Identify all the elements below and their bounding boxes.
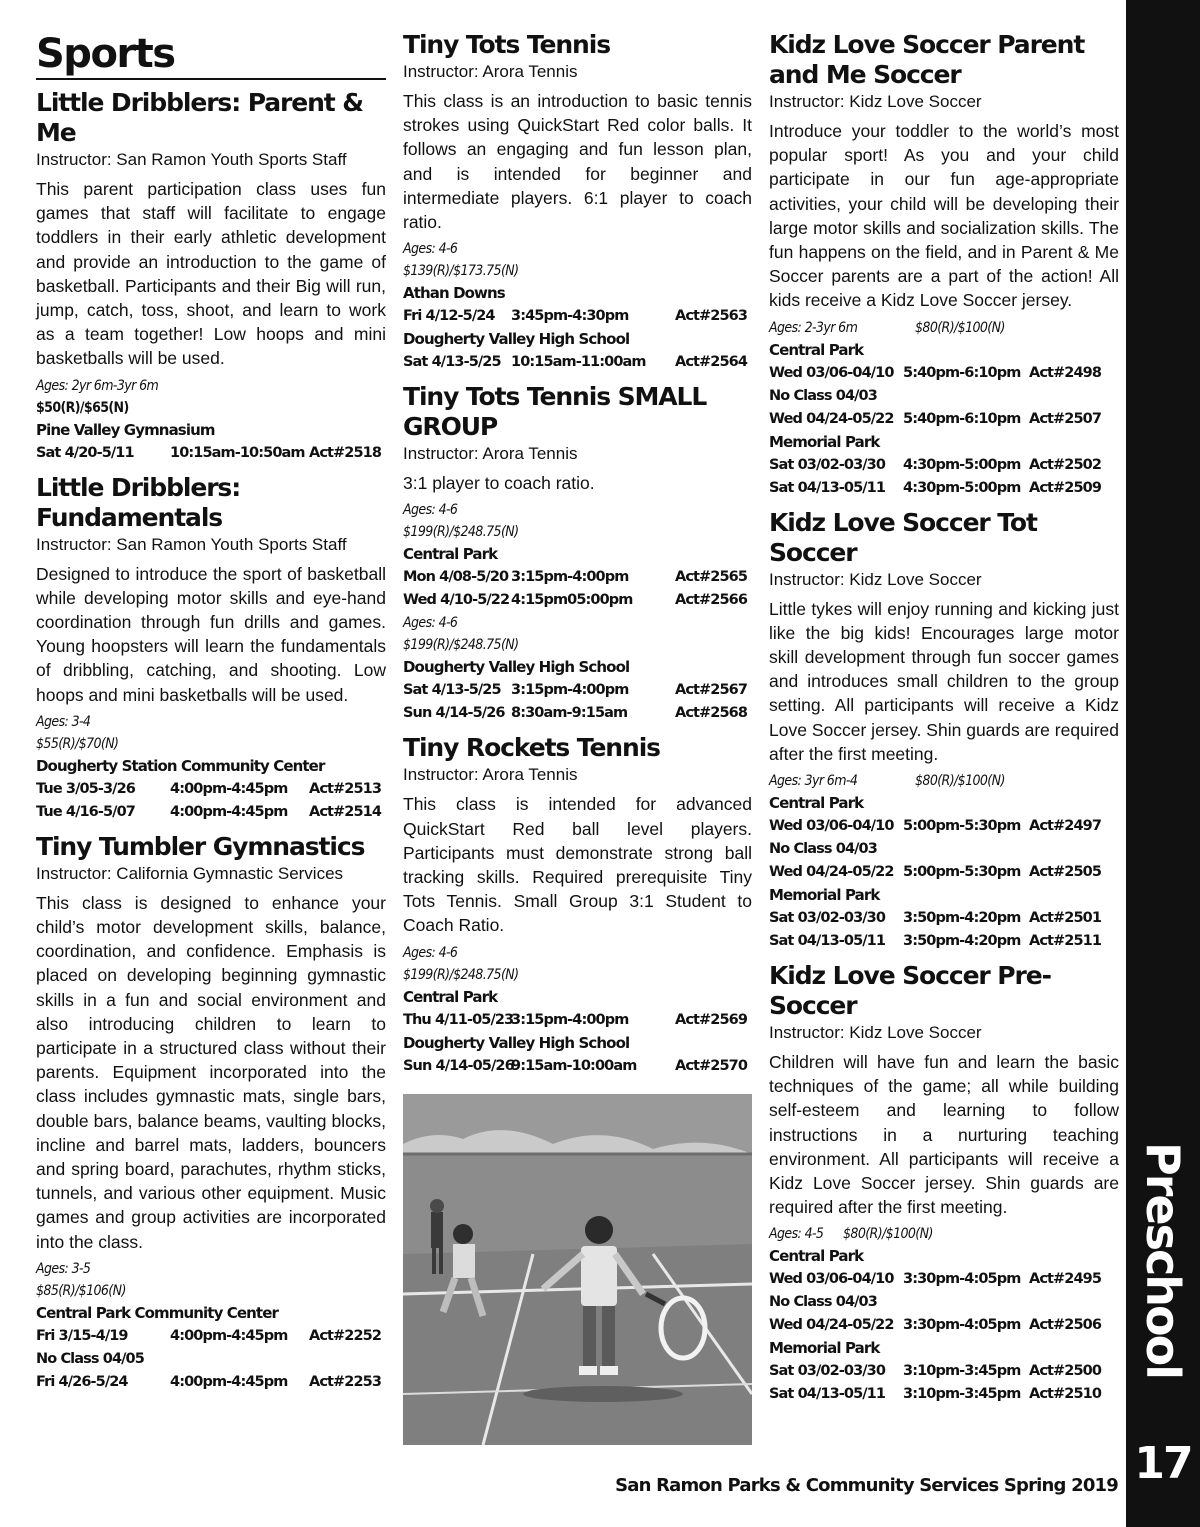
course-ages: Ages: 3yr 6m-4	[769, 773, 858, 790]
session-row	[769, 861, 1119, 884]
page-number: 17	[1134, 1438, 1192, 1489]
activity-number: Act#2567	[675, 682, 748, 699]
course-title: Tiny Rockets Tennis	[403, 733, 660, 763]
activity-number: Act#2566	[675, 592, 748, 609]
session-time: 3:10pm-3:45pm	[903, 1363, 1021, 1380]
session-time: 3:45pm-4:30pm	[511, 308, 629, 325]
course-ages: Ages: 3-4	[36, 713, 91, 730]
activity-number: Act#2565	[675, 569, 748, 586]
session-row	[403, 702, 752, 725]
session-row	[769, 477, 1119, 500]
session-time: 4:30pm-5:00pm	[903, 479, 1021, 496]
activity-number: Act#2252	[309, 1327, 382, 1344]
photo-illustration	[403, 1094, 752, 1445]
course-block	[36, 473, 386, 824]
location-name: Central Park	[769, 1247, 864, 1266]
session-row	[769, 408, 1119, 431]
no-class-note: No Class 04/03	[769, 1294, 877, 1311]
course-description: This class is an introduction to basic tennis strokes using QuickStart Red color balls. It follows an engaging and fun lesson plan, and is intended for beginner and intermediate players. 6:1 player to coach ratio.	[403, 91, 752, 233]
session-row	[403, 679, 752, 702]
activity-number: Act#2253	[309, 1373, 382, 1390]
session-row	[403, 1055, 752, 1078]
session-row	[403, 351, 752, 374]
session-date: Sat 04/13-05/11	[769, 479, 886, 496]
course-fee: $139(R)/$173.75(N)	[403, 263, 519, 280]
course-fee: $199(R)/$248.75(N)	[403, 966, 519, 983]
course-list	[769, 30, 1119, 1406]
location-name: Memorial Park	[769, 432, 880, 451]
session-date: Sun 4/14-5/26	[403, 705, 505, 722]
course-ages: Ages: 2yr 6m-3yr 6m	[36, 377, 159, 394]
activity-number: Act#2501	[1029, 910, 1102, 927]
course-ages: Ages: 3-5	[36, 1260, 91, 1277]
course-ages: Ages: 4-5	[769, 1226, 824, 1243]
course-title: Tiny Tots Tennis	[403, 30, 610, 59]
session-time: 5:40pm-6:10pm	[903, 364, 1021, 381]
location-name: Pine Valley Gymnasium	[36, 420, 215, 439]
session-time: 4:00pm-4:45pm	[170, 1373, 288, 1390]
course-instructor: Instructor: Kidz Love Soccer	[769, 92, 982, 111]
activity-number: Act#2505	[1029, 864, 1102, 881]
course-title: Tiny Tumbler Gymnastics	[36, 831, 365, 861]
course-title: Little Dribblers: Parent & Me	[36, 88, 363, 147]
session-row	[769, 1314, 1119, 1337]
course-block	[769, 508, 1119, 953]
location-name: Dougherty Station Community Center	[36, 756, 325, 775]
course-fee: $80(R)/$100(N)	[915, 773, 1005, 790]
session-date: Sat 04/13-05/11	[769, 1386, 886, 1403]
session-row	[36, 1371, 386, 1394]
session-time: 8:30am-9:15am	[511, 705, 628, 722]
course-description: This parent participation class uses fun games that staff will facilitate to engage toddlers in their early athletic development and provide an introduction to the game of basketball. Participants and their Big will run, jump, catch, toss, shoot, and learn to work as a team together! Low hoops and mini basketballs will be used.	[36, 179, 386, 369]
course-title: Kidz Love Soccer Parent and Me Soccer	[769, 30, 1085, 89]
course-title: Little Dribblers: Fundamentals	[36, 472, 241, 532]
course-ages: Ages: 4-6	[403, 241, 458, 258]
column-1	[36, 30, 386, 1402]
activity-number: Act#2564	[675, 354, 748, 371]
session-row	[403, 305, 752, 328]
activity-number: Act#2502	[1029, 456, 1102, 473]
session-row	[769, 454, 1119, 477]
session-row	[769, 1360, 1119, 1383]
course-fee: $50(R)/$65(N)	[36, 399, 129, 416]
course-list	[403, 30, 752, 1078]
section-title: Sports	[36, 30, 386, 80]
session-date: Mon 4/08-5/20	[403, 569, 509, 586]
course-fee: $55(R)/$70(N)	[36, 735, 119, 752]
activity-number: Act#2510	[1029, 1386, 1102, 1403]
course-ages-fee	[769, 1223, 1119, 1245]
session-row	[403, 589, 752, 612]
session-date: Wed 04/24-05/22	[769, 410, 894, 427]
activity-number: Act#2497	[1029, 818, 1102, 835]
course-description: 3:1 player to coach ratio.	[403, 473, 595, 494]
session-time: 4:15pm05:00pm	[511, 592, 633, 609]
course-description: Little tykes will enjoy running and kicking just like the big kids! Encourages large motor skill development through fun soccer games and introduces small children to the group setting. All participants will receive a Kidz Love Soccer jersey. Shin guards are required after the first meeting.	[769, 598, 1119, 764]
course-fee: $85(R)/$106(N)	[36, 1282, 126, 1299]
location-name: Memorial Park	[769, 886, 880, 905]
session-date: Wed 4/10-5/22	[403, 592, 510, 609]
activity-number: Act#2513	[309, 780, 382, 797]
session-date: Wed 03/06-04/10	[769, 818, 894, 835]
course-ages: Ages: 4-6	[403, 944, 458, 961]
session-date: Wed 04/24-05/22	[769, 864, 894, 881]
course-block	[403, 30, 752, 374]
course-description: This class is intended for advanced QuickStart Red ball level players. Participants must demonstrate strong ball tracking skills. Required prerequisite Tiny Tots Tennis. Small Group 3:1 Student to Coach Ratio.	[403, 794, 752, 936]
course-description: Introduce your toddler to the world’s most popular sport! As you and your child participate in our fun age-appropriate activities, your child will be developing their large motor skills and socialization skills. The fun happens on the field, and in Parent & Me Soccer parents are a part of the action! All kids receive a Kidz Love Soccer jersey.	[769, 121, 1119, 311]
tennis-kids-photo	[403, 1094, 752, 1445]
course-block	[36, 832, 386, 1394]
session-time: 5:40pm-6:10pm	[903, 410, 1021, 427]
course-instructor: Instructor: Kidz Love Soccer	[769, 569, 982, 589]
session-row	[769, 1268, 1119, 1291]
session-row	[36, 801, 386, 824]
course-ages: Ages: 4-6	[403, 615, 458, 632]
course-fee: $199(R)/$248.75(N)	[403, 524, 519, 541]
session-time: 9:15am-10:00am	[511, 1057, 637, 1074]
activity-number: Act#2498	[1029, 364, 1102, 381]
session-time: 5:00pm-5:30pm	[903, 864, 1021, 881]
location-name: Central Park Community Center	[36, 1303, 278, 1322]
course-title: Kidz Love Soccer Tot Soccer	[769, 507, 1037, 567]
course-instructor: Instructor: Arora Tennis	[403, 765, 578, 785]
session-date: Sat 4/13-5/25	[403, 682, 501, 699]
session-row	[36, 442, 386, 465]
no-class-note: No Class 04/03	[769, 387, 877, 404]
activity-number: Act#2563	[675, 308, 748, 325]
session-time: 3:15pm-4:00pm	[511, 682, 629, 699]
session-time: 4:30pm-5:00pm	[903, 456, 1021, 473]
activity-number: Act#2568	[675, 705, 748, 722]
session-date: Sat 03/02-03/30	[769, 1363, 886, 1380]
course-block	[769, 961, 1119, 1406]
course-ages-fee	[769, 317, 1119, 339]
session-time: 5:00pm-5:30pm	[903, 818, 1021, 835]
session-time: 3:15pm-4:00pm	[511, 569, 629, 586]
location-name: Central Park	[769, 794, 864, 813]
session-row	[36, 778, 386, 801]
course-block	[769, 30, 1119, 500]
location-name: Athan Downs	[403, 284, 505, 303]
course-block	[403, 733, 752, 1077]
location-name: Memorial Park	[769, 1339, 880, 1358]
session-time: 3:50pm-4:20pm	[903, 933, 1021, 950]
column-2	[403, 30, 752, 1086]
session-date: Sat 03/02-03/30	[769, 456, 886, 473]
session-date: Fri 3/15-4/19	[36, 1327, 128, 1344]
session-date: Fri 4/26-5/24	[36, 1373, 128, 1390]
session-date: Wed 04/24-05/22	[769, 1317, 894, 1334]
no-class-note: No Class 04/05	[36, 1350, 144, 1367]
course-ages: Ages: 4-6	[403, 502, 458, 519]
activity-number: Act#2500	[1029, 1363, 1102, 1380]
course-fee: $80(R)/$100(N)	[843, 1226, 933, 1243]
column-3	[769, 30, 1119, 1414]
session-time: 3:15pm-4:00pm	[511, 1011, 629, 1028]
location-name: Central Park	[769, 340, 864, 359]
course-instructor: Instructor: Arora Tennis	[403, 62, 578, 81]
course-title: Tiny Tots Tennis SMALL GROUP	[403, 382, 707, 442]
activity-number: Act#2569	[675, 1011, 748, 1028]
session-row	[769, 362, 1119, 385]
session-time: 4:00pm-4:45pm	[170, 1327, 288, 1344]
session-date: Tue 3/05-3/26	[36, 780, 135, 797]
activity-number: Act#2507	[1029, 410, 1102, 427]
activity-number: Act#2506	[1029, 1317, 1102, 1334]
course-fee: $199(R)/$248.75(N)	[403, 637, 519, 654]
course-block	[403, 382, 752, 725]
session-date: Wed 03/06-04/10	[769, 364, 894, 381]
session-row	[403, 566, 752, 589]
location-name: Dougherty Valley High School	[403, 658, 630, 677]
course-instructor: Instructor: San Ramon Youth Sports Staff	[36, 150, 347, 169]
activity-number: Act#2514	[309, 803, 382, 820]
location-name: Central Park	[403, 987, 498, 1006]
session-time: 10:15am-11:00am	[511, 354, 646, 371]
session-date: Fri 4/12-5/24	[403, 308, 495, 325]
session-time: 4:00pm-4:45pm	[170, 780, 288, 797]
session-row	[769, 1383, 1119, 1406]
course-ages: Ages: 2-3yr 6m	[769, 319, 858, 336]
session-time: 4:00pm-4:45pm	[170, 803, 288, 820]
section-tab-label: Preschool	[1136, 1142, 1190, 1378]
session-date: Sat 4/13-5/25	[403, 354, 501, 371]
activity-number: Act#2495	[1029, 1271, 1102, 1288]
course-block	[36, 88, 386, 465]
session-date: Wed 03/06-04/10	[769, 1271, 894, 1288]
activity-number: Act#2570	[675, 1057, 748, 1074]
session-date: Sat 03/02-03/30	[769, 910, 886, 927]
course-title: Kidz Love Soccer Pre-Soccer	[769, 961, 1051, 1021]
session-date: Sat 04/13-05/11	[769, 933, 886, 950]
session-time: 3:50pm-4:20pm	[903, 910, 1021, 927]
session-row	[403, 1009, 752, 1032]
session-time: 10:15am-10:50am	[170, 444, 305, 461]
session-time: 3:30pm-4:05pm	[903, 1317, 1021, 1334]
session-date: Tue 4/16-5/07	[36, 803, 135, 820]
session-time: 3:10pm-3:45pm	[903, 1386, 1021, 1403]
course-list	[36, 88, 386, 1394]
location-name: Dougherty Valley High School	[403, 330, 630, 349]
session-row	[769, 930, 1119, 953]
no-class-note: No Class 04/03	[769, 841, 877, 858]
session-date: Sat 4/20-5/11	[36, 444, 134, 461]
location-name: Dougherty Valley High School	[403, 1033, 630, 1052]
session-date: Thu 4/11-05/23	[403, 1011, 514, 1028]
course-instructor: Instructor: California Gymnastic Services	[36, 863, 344, 883]
session-time: 3:30pm-4:05pm	[903, 1271, 1021, 1288]
section-tab	[1126, 1142, 1200, 1378]
course-description: Designed to introduce the sport of basketball while developing motor skills and eye-hand coordination through fun drills and games. Young hoopsters will learn the fundamentals of dribbling, catching, and shooting. Low hoops and mini basketballs will be used.	[36, 563, 386, 705]
course-instructor: Instructor: Arora Tennis	[403, 444, 578, 464]
course-fee: $80(R)/$100(N)	[915, 319, 1005, 336]
location-name: Central Park	[403, 545, 498, 564]
course-instructor: Instructor: Kidz Love Soccer	[769, 1023, 982, 1043]
course-instructor: Instructor: San Ramon Youth Sports Staff	[36, 534, 347, 554]
session-row	[769, 815, 1119, 838]
activity-number: Act#2511	[1029, 933, 1102, 950]
activity-number: Act#2509	[1029, 479, 1102, 496]
session-row	[36, 1325, 386, 1348]
course-description: This class is designed to enhance your child’s motor development skills, balance, coordination, and confidence. Emphasis is placed on developing beginning gymnastic skills in a fun and social environment and also introducing children to learn to participate in a structured class without their parents. Equipment incorporated into the class includes gymnastic mats, single bars, double bars, balance beams, vaulting blocks, incline and barrel mats, ladders, bouncers and spring board, parachutes, rhythm sticks, tunnels, and various other equipment. Music games and group activities are incorporated into the class.	[36, 892, 386, 1252]
course-description: Children will have fun and learn the basic techniques of the game; all while building self-esteem and learning to follow instructions in a nurturing teaching environment. All participants will receive a Kidz Love Soccer jersey. Shin guards are required after the first meeting.	[769, 1052, 1119, 1218]
session-date: Sun 4/14-05/26	[403, 1057, 514, 1074]
course-ages-fee	[769, 770, 1119, 792]
session-row	[769, 907, 1119, 930]
footer-text: San Ramon Parks & Community Services Spring 2019	[615, 1475, 1118, 1496]
activity-number: Act#2518	[309, 444, 382, 461]
